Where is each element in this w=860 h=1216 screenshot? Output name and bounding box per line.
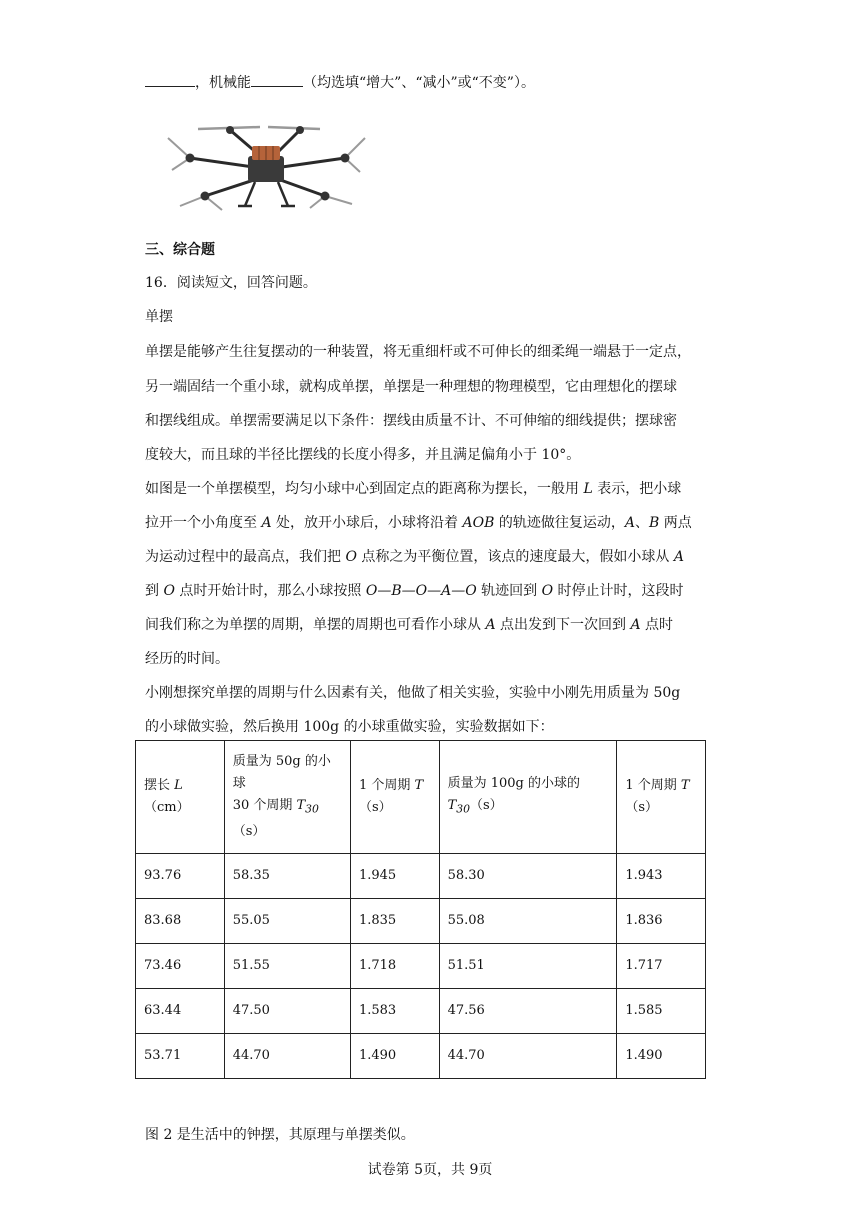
table-cell: 1.945	[350, 854, 439, 899]
table-cell: 58.35	[224, 854, 350, 899]
answer-blank-1[interactable]	[145, 72, 195, 87]
table-row	[136, 944, 706, 989]
table-row	[136, 854, 706, 899]
article-title: 单摆	[145, 309, 173, 325]
fill-in-tail-text: （均选填“增大”、“减小”或“不变”）。	[303, 75, 535, 91]
table-cell: 93.76	[136, 854, 225, 899]
fill-in-line	[145, 72, 535, 93]
para2-line-1: 如图是一个单摆模型，均匀小球中心到固定点的距离称为摆长，一般用 L 表示，把小球	[145, 481, 682, 497]
table-row	[136, 1034, 706, 1079]
table-row	[136, 989, 706, 1034]
header-t30-50g: 质量为 50g 的小 球 30 个周期 $T_{30}(s)$	[224, 741, 350, 854]
table-cell: 47.50	[224, 989, 350, 1034]
para2-line-4: 到 O 点时开始计时，那么小球按照 O—B—O—A—O 轨迹回到 O 时停止计时，这段时	[145, 583, 684, 599]
table-cell: 58.30	[439, 854, 617, 899]
after-table-text: 图 2 是生活中的钟摆，其原理与单摆类似。	[145, 1127, 415, 1143]
table-cell: 63.44	[136, 989, 225, 1034]
header-period-50g: 1 个周期 T （s）	[350, 741, 439, 854]
table-cell: 47.56	[439, 989, 617, 1034]
table-cell: 44.70	[439, 1034, 617, 1079]
table-cell: 55.08	[439, 899, 617, 944]
table-cell: 73.46	[136, 944, 225, 989]
table-cell: 44.70	[224, 1034, 350, 1079]
table-cell: 51.51	[439, 944, 617, 989]
table-cell: 1.836	[617, 899, 706, 944]
table-cell: 1.490	[350, 1034, 439, 1079]
table-cell: 55.05	[224, 899, 350, 944]
section-title: 三、综合题	[145, 242, 215, 258]
table-cell: 53.71	[136, 1034, 225, 1079]
table-cell: 1.835	[350, 899, 439, 944]
answer-blank-2[interactable]	[251, 72, 303, 87]
table-row	[136, 899, 706, 944]
header-period-100g: 1 个周期 T （s）	[617, 741, 706, 854]
header-t30-100g: 质量为 100g 的小球的 $T_{30}(s)$	[439, 741, 617, 854]
para2-line-5: 间我们称之为单摆的周期，单摆的周期也可看作小球从 A 点出发到下一次回到 A 点时	[145, 617, 674, 633]
para1-line-2: 另一端固结一个重小球，就构成单摆，单摆是一种理想的物理模型，它由理想化的摆球	[145, 379, 677, 395]
table-cell: 1.717	[617, 944, 706, 989]
para1-line-1: 单摆是能够产生往复摆动的一种装置，将无重细杆或不可伸长的细柔绳一端悬于一定点，	[145, 344, 691, 360]
experiment-data-table	[135, 740, 706, 1079]
page-footer: 试卷第 5页，共 9页	[367, 1162, 493, 1178]
para2-line-2: 拉开一个小角度至 A 处，放开小球后，小球将沿着 AOB 的轨迹做往复运动，A、B 两点	[145, 515, 692, 531]
table-cell: 1.490	[617, 1034, 706, 1079]
table-header-row	[136, 741, 706, 854]
question-16: 16．阅读短文，回答问题。	[145, 275, 317, 291]
hexacopter-drone-icon	[160, 118, 370, 218]
table-cell: 1.943	[617, 854, 706, 899]
header-pendulum-length: 摆长 L （cm）	[136, 741, 225, 854]
table-cell: 83.68	[136, 899, 225, 944]
para1-line-3: 和摆线组成。单摆需要满足以下条件：摆线由质量不计、不可伸缩的细线提供；摆球密	[145, 413, 677, 429]
table-cell: 1.585	[617, 989, 706, 1034]
fill-in-mid-text: ，机械能	[195, 75, 251, 91]
para3-line-1: 小刚想探究单摆的周期与什么因素有关，他做了相关实验，实验中小刚先用质量为 50g	[145, 685, 681, 701]
para2-line-3: 为运动过程中的最高点，我们把 O 点称之为平衡位置，该点的速度最大，假如小球从 A	[145, 549, 684, 565]
table-cell: 51.55	[224, 944, 350, 989]
para2-line-6: 经历的时间。	[145, 651, 229, 667]
para1-line-4: 度较大，而且球的半径比摆线的长度小得多，并且满足偏角小于 10°。	[145, 447, 581, 463]
table-cell: 1.718	[350, 944, 439, 989]
para3-line-2: 的小球做实验，然后换用 100g 的小球重做实验，实验数据如下：	[145, 719, 554, 735]
table-cell: 1.583	[350, 989, 439, 1034]
